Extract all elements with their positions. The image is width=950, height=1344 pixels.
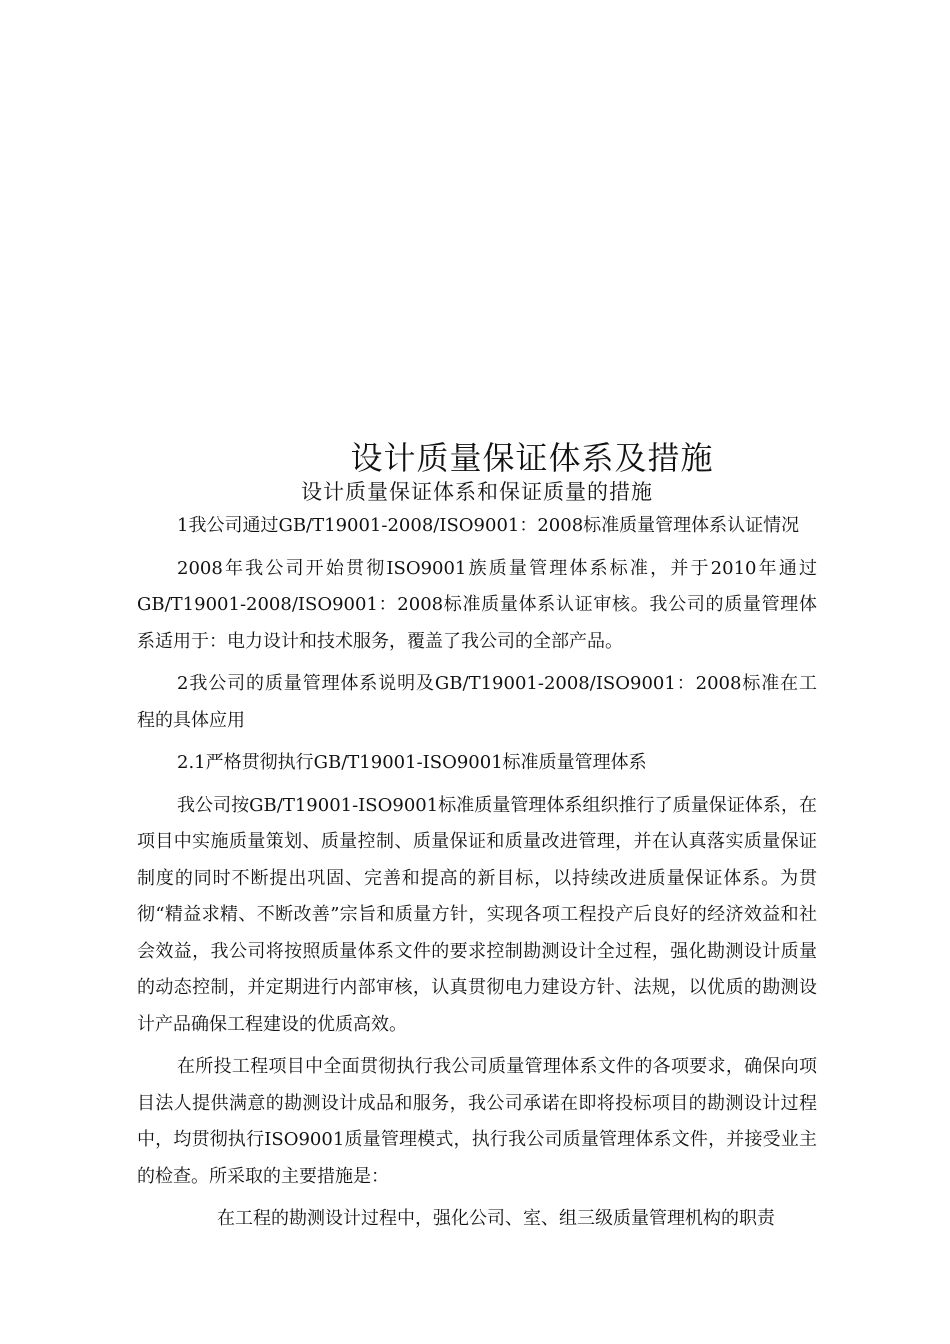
paragraph-certification-history: 2008年我公司开始贯彻ISO9001族质量管理体系标准，并于2010年通过GB/T19001-2008/ISO9001：2008标准质量体系认证审核。我公司的质量管理体系适用于：电力设计和技术服务，覆盖了我公司的全部产品。 xyxy=(137,557,817,652)
paragraph-project-commitment: 在所投工程项目中全面贯彻执行我公司质量管理体系文件的各项要求，确保向项目法人提供满意的勘测设计成品和服务，我公司承诺在即将投标项目的勘测设计过程中，均贯彻执行ISO9001质量管理模式，执行我公司质量管理体系文件，并接受业主的检查。所采取的主要措施是： xyxy=(137,1056,817,1187)
paragraph-section-2-1-heading: 2.1严格贯彻执行GB/T19001-ISO9001标准质量管理体系 xyxy=(177,752,647,773)
document-body xyxy=(137,508,817,1244)
paragraph-section-2-heading: 2我公司的质量管理体系说明及GB/T19001-2008/ISO9001：2008标准在工程的具体应用 xyxy=(137,673,817,731)
document-title: 设计质量保证体系及措施 xyxy=(350,439,714,477)
paragraph-quality-system-description: 我公司按GB/T19001-ISO9001标准质量管理体系组织推行了质量保证体系，在项目中实施质量策划、质量控制、质量保证和质量改进管理，并在认真落实质量保证制度的同时不断提出巩固、完善和提高的新目标，以持续改进质量保证体系。为贯彻“精益求精、不断改善”宗旨和质量方针，实现各项工程投产后良好的经济效益和社会效益，我公司将按照质量体系文件的要求控制勘测设计全过程，强化勘测设计质量的动态控制，并定期进行内部审核，认真贯彻电力建设方针、法规，以优质的勘测设计产品确保工程建设的优质高效。 xyxy=(137,794,817,1035)
document-subtitle: 设计质量保证体系和保证质量的措施 xyxy=(301,480,653,504)
paragraph-measures-start: 在工程的勘测设计过程中，强化公司、室、组三级质量管理机构的职责 xyxy=(217,1208,775,1229)
paragraph-section-1-heading: 1我公司通过GB/T19001-2008/ISO9001：2008标准质量管理体系认证情况 xyxy=(177,515,800,536)
